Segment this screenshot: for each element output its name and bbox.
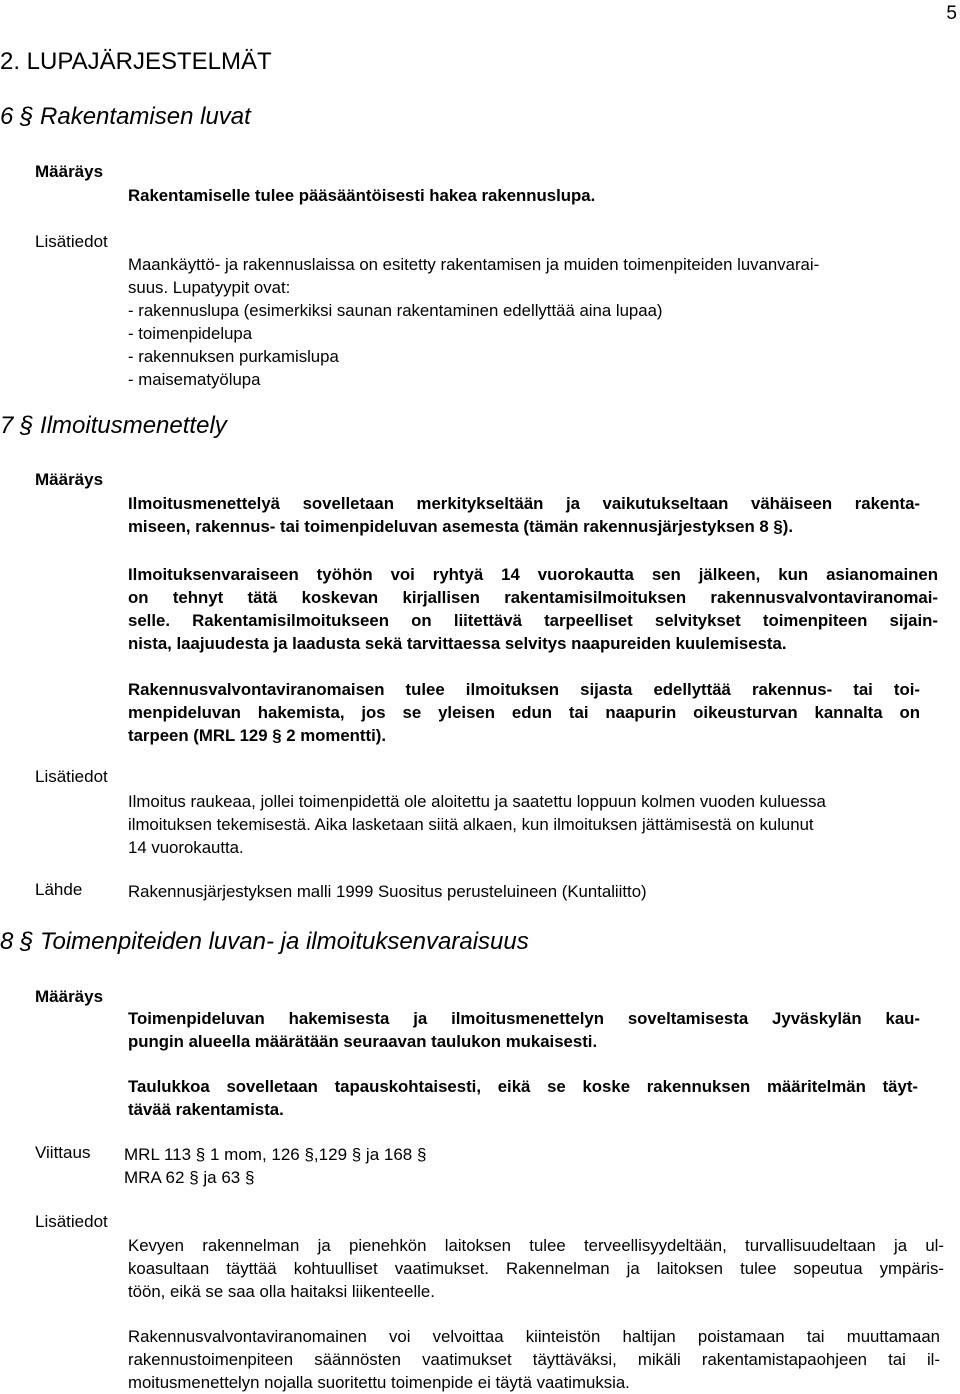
sec8-maarays-p2: Taulukkoa sovelletaan tapauskohtaisesti, eikä se koske rakennuksen määritelmän täyt- tävää rakentamista. (128, 1077, 918, 1119)
sec8-maarays-label: Määräys (35, 987, 104, 1006)
sec8-lisatiedot-label: Lisätiedot (35, 1212, 108, 1231)
sec7-maarays-p1: Ilmoitusmenettelyä sovelletaan merkitykseltään ja vaikutukseltaan vähäiseen rakenta- miseen, rakennus- tai toimenpideluvan asemesta (tämän rakennusjärjestyksen 8 §). (128, 494, 920, 536)
sec7-lisatiedot-label: Lisätiedot (35, 767, 108, 786)
sec8-maarays-p1: Toimenpideluvan hakemisesta ja ilmoitusmenettelyn soveltamisesta Jyväskylän kau- pungin alueella määrätään seuraavan taulukon mukaisesti. (128, 1009, 920, 1051)
sec6-maarays-label: Määräys (35, 162, 104, 181)
sec8-lisatiedot-p1: Kevyen rakennelman ja pienehkön laitoksen tulee terveellisyydeltään, turvallisuudeltaan ja ul- koasultaan täyttää kohtuulliset vaatimukset. Rakennelman ja laitoksen tulee sopeutua ympäris- töön, eikä se saa olla haitaksi liikenteelle. (128, 1236, 944, 1301)
sec7-lahde-text: Rakennusjärjestyksen malli 1999 Suositus perusteluineen (Kuntaliitto) (128, 882, 647, 901)
section-7-title: 7 § Ilmoitusmenettely (0, 412, 227, 439)
sec7-maarays-p3: Rakennusvalvontaviranomaisen tulee ilmoituksen sijasta edellyttää rakennus- tai toi- menpideluvan hakemista, jos se yleisen edun tai naapurin oikeusturvan kannalta on tarpeen (MRL 129 § 2 momentti). (128, 680, 920, 745)
sec8-viittaus-text: MRL 113 § 1 mom, 126 §,129 § ja 168 § MRA 62 § ja 63 § (124, 1145, 427, 1187)
sec7-lahde-label: Lähde (35, 880, 83, 899)
sec6-lisatiedot-text: Maankäyttö- ja rakennuslaissa on esitetty rakentamisen ja muiden toimenpiteiden luvanvarai- suus. Lupatyypit ovat: - rakennuslupa (esimerkiksi saunan rakentaminen edellyttää aina lupaa) - toimenpidelupa - rakennuksen purkamislupa - maisematyölupa (128, 255, 820, 389)
sec8-lisatiedot-p2: Rakennusvalvontaviranomainen voi velvoittaa kiinteistön haltijan poistamaan tai muuttamaan rakennustoimenpiteen säännösten vaatimukset täyttäväksi, mikäli rakentamistapaohjeen tai il- moitusmenettelyn nojalla suoritettu toimenpide ei täytä vaatimuksia. (128, 1327, 940, 1392)
chapter-title: 2. LUPAJÄRJESTELMÄT (0, 48, 272, 75)
sec6-lisatiedot-label: Lisätiedot (35, 232, 108, 251)
section-6-title: 6 § Rakentamisen luvat (0, 103, 251, 130)
sec8-viittaus-label: Viittaus (35, 1143, 91, 1162)
sec7-lisatiedot-text: Ilmoitus raukeaa, jollei toimenpidettä ole aloitettu ja saatettu loppuun kolmen vuoden kuluessa ilmoituksen tekemisestä. Aika lasketaan siitä alkaen, kun ilmoituksen jättämisestä on kulunut 14 vuorokautta. (128, 792, 826, 857)
sec7-maarays-label: Määräys (35, 470, 104, 489)
section-8-title: 8 § Toimenpiteiden luvan- ja ilmoituksenvaraisuus (0, 928, 529, 955)
sec6-maarays-text: Rakentamiselle tulee pääsääntöisesti hakea rakennuslupa. (128, 186, 596, 205)
sec7-maarays-p2: Ilmoituksenvaraiseen työhön voi ryhtyä 14 vuorokautta sen jälkeen, kun asianomainen on tehnyt tätä koskevan kirjallisen rakentamisilmoituksen rakennusvalvontaviranomai- selle. Rakentamisilmoitukseen on liitettävä tarpeelliset selvitykset toimenpiteen sijain- nista, laajuudesta ja laadusta sekä tarvittaessa selvitys naapureiden kuulemisesta. (128, 565, 938, 653)
page-number: 5 (946, 3, 957, 24)
